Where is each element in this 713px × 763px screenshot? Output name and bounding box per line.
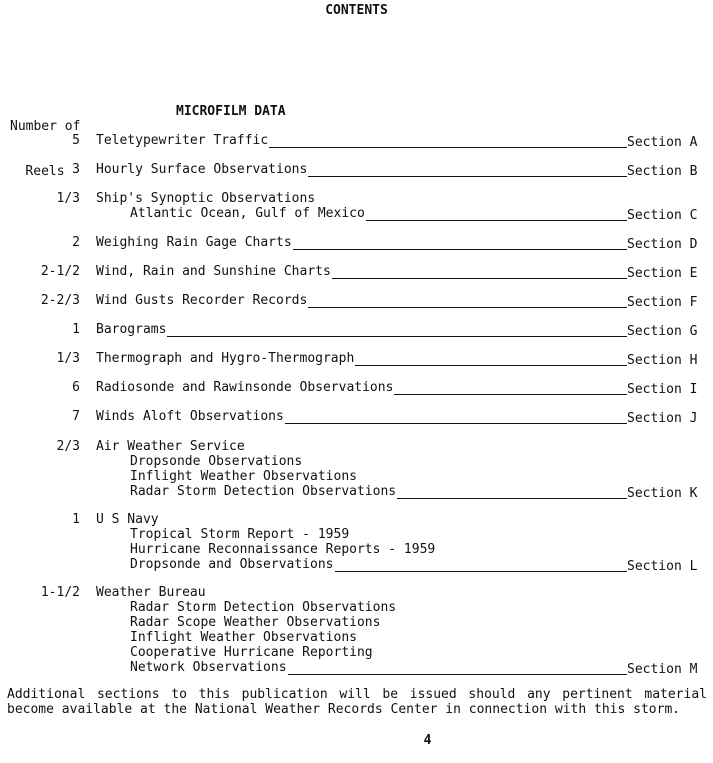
reels-count: 5 <box>72 133 80 148</box>
section-label: Section H <box>627 353 698 368</box>
entry-line-with-leader <box>96 322 629 337</box>
reels-count: 2/3 <box>56 439 80 454</box>
section-label: Section L <box>627 559 698 574</box>
entry-text: Network Observations <box>130 660 287 675</box>
entry-line-with-leader <box>96 484 629 499</box>
entry-text: Air Weather Service <box>96 439 245 454</box>
microfilm-data-header: MICROFILM DATA <box>176 104 286 119</box>
entry-line-with-leader <box>96 133 629 148</box>
reels-count: 1/3 <box>56 351 80 366</box>
reels-count: 2 <box>72 235 80 250</box>
entry-text: Hurricane Reconnaissance Reports - 1959 <box>130 542 436 557</box>
reels-header-line1: Number of <box>10 119 81 134</box>
entry-description <box>96 322 629 337</box>
reels-count: 2-1/2 <box>40 264 80 279</box>
entry-description <box>96 293 629 308</box>
entry-line-with-leader <box>96 235 629 250</box>
entry-description <box>96 585 629 675</box>
page-number: 4 <box>423 733 432 748</box>
entry-text: Radar Storm Detection Observations <box>130 484 397 499</box>
entry-line-with-leader <box>96 380 629 395</box>
entry-text: Teletypewriter Traffic <box>96 133 269 148</box>
entry-line-with-leader <box>96 409 629 424</box>
entry-line-with-leader <box>96 206 629 221</box>
footer-note: Additional sections to this publication will be issued should any pertinent material become available at the National Weather Records Center in connection with this storm. <box>7 687 707 717</box>
section-label: Section C <box>627 208 698 223</box>
entry-text: Inflight Weather Observations <box>130 469 357 484</box>
section-label: Section J <box>627 411 698 426</box>
reels-count: 7 <box>72 409 80 424</box>
reels-header-line2: Reels <box>25 164 65 179</box>
section-label: Section K <box>627 486 698 501</box>
entry-description <box>96 351 629 366</box>
entry-description <box>96 162 629 177</box>
entry-description <box>96 512 629 572</box>
reels-count: 1 <box>72 512 80 527</box>
entry-text: Tropical Storm Report - 1959 <box>130 527 350 542</box>
section-label: Section D <box>627 237 698 252</box>
entry-line-with-leader <box>96 162 629 177</box>
leader-rule <box>394 380 627 395</box>
leader-rule <box>332 264 627 279</box>
entry-description <box>96 133 629 148</box>
section-label: Section A <box>627 135 698 150</box>
entry-text: Barograms <box>96 322 167 337</box>
section-label: Section E <box>627 266 698 281</box>
entry-line-with-leader <box>96 293 629 308</box>
entry-text: Radar Scope Weather Observations <box>130 615 381 630</box>
entry-text: Winds Aloft Observations <box>96 409 284 424</box>
entry-text: Dropsonde and Observations <box>130 557 334 572</box>
reels-count: 1/3 <box>56 191 80 206</box>
entry-text: Radar Storm Detection Observations <box>130 600 397 615</box>
entry-text: Wind, Rain and Sunshine Charts <box>96 264 331 279</box>
reels-count: 3 <box>72 162 80 177</box>
leader-rule <box>285 409 627 424</box>
page-title: CONTENTS <box>325 3 388 18</box>
entry-line-with-leader <box>96 264 629 279</box>
entry-line-with-leader <box>96 351 629 366</box>
leader-rule <box>293 235 627 250</box>
entry-line-with-leader <box>96 557 629 572</box>
leader-rule <box>366 206 627 221</box>
entry-text: Hourly Surface Observations <box>96 162 308 177</box>
leader-rule <box>308 293 627 308</box>
reels-count: 2-2/3 <box>40 293 80 308</box>
entry-text: Weighing Rain Gage Charts <box>96 235 292 250</box>
leader-rule <box>269 133 627 148</box>
section-label: Section G <box>627 324 698 339</box>
entry-text: Dropsonde Observations <box>130 454 303 469</box>
entry-text: Cooperative Hurricane Reporting <box>130 645 373 660</box>
entry-description <box>96 439 629 499</box>
leader-rule <box>355 351 627 366</box>
leader-rule <box>335 557 628 572</box>
entry-text: Thermograph and Hygro-Thermograph <box>96 351 355 366</box>
leader-rule <box>167 322 627 337</box>
section-label: Section I <box>627 382 698 397</box>
reels-count: 1-1/2 <box>40 585 80 600</box>
section-label: Section M <box>627 662 698 677</box>
entry-text: Atlantic Ocean, Gulf of Mexico <box>130 206 365 221</box>
leader-rule <box>397 484 627 499</box>
entry-description <box>96 235 629 250</box>
entry-text: Ship's Synoptic Observations <box>96 191 316 206</box>
entry-text: Wind Gusts Recorder Records <box>96 293 308 308</box>
section-label: Section B <box>627 164 698 179</box>
entry-line-with-leader <box>96 660 629 675</box>
leader-rule <box>308 162 627 177</box>
entry-description <box>96 191 629 221</box>
entry-description <box>96 409 629 424</box>
section-label: Section F <box>627 295 698 310</box>
entry-text: Weather Bureau <box>96 585 206 600</box>
entry-text: Inflight Weather Observations <box>130 630 357 645</box>
entry-description <box>96 264 629 279</box>
entry-text: U S Navy <box>96 512 159 527</box>
entry-text: Radiosonde and Rawinsonde Observations <box>96 380 394 395</box>
leader-rule <box>288 660 627 675</box>
reels-count: 1 <box>72 322 80 337</box>
entry-description <box>96 380 629 395</box>
reels-count: 6 <box>72 380 80 395</box>
